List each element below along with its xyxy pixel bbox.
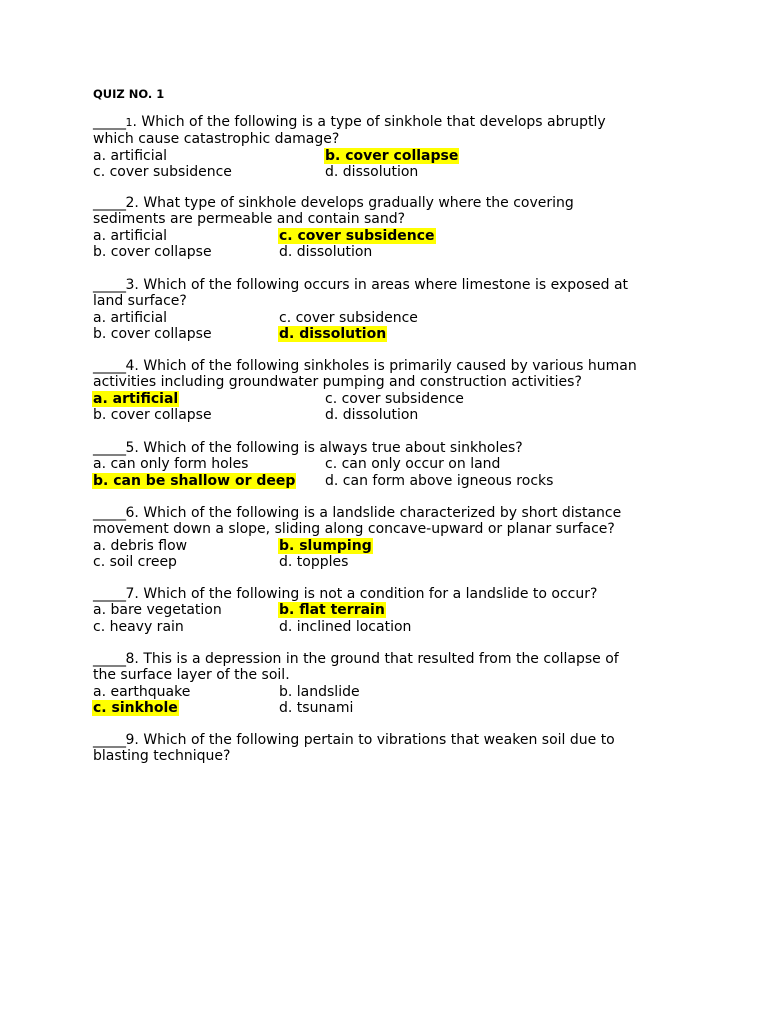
answer-option [279, 244, 713, 260]
answer-option [325, 473, 713, 489]
answer-option [93, 602, 279, 618]
option-grid [93, 538, 713, 571]
question-7 [93, 586, 713, 635]
option-text: d. can form above igneous rocks [325, 472, 554, 489]
question-text: . Which of the following occurs in areas where limestone is exposed at [134, 277, 629, 293]
answer-option [325, 407, 713, 423]
question-2 [93, 195, 713, 260]
option-grid [93, 391, 713, 424]
option-text: c. cover subsidence [325, 390, 464, 407]
question-text: . Which of the following sinkholes is primarily caused by various human [134, 358, 637, 374]
answer-option-highlighted [93, 391, 325, 407]
answer-option [93, 164, 325, 180]
option-text: c. cover subsidence [279, 309, 418, 326]
question-stem [93, 651, 713, 667]
question-stem [93, 114, 713, 131]
question-stem [93, 195, 713, 211]
question-number: 8 [125, 651, 135, 667]
option-text: b. cover collapse [93, 243, 212, 260]
question-text: . This is a depression in the ground that resulted from the collapse of [134, 651, 619, 667]
option-grid [93, 310, 713, 343]
question-stem-continued: land surface? [93, 293, 187, 310]
answer-blank: _____ [93, 505, 126, 521]
option-text: b. can be shallow or deep [93, 472, 296, 489]
answer-option [93, 326, 279, 342]
answer-option [93, 407, 325, 423]
question-number: 1 [125, 116, 133, 129]
question-stem [93, 358, 713, 374]
question-stem-continued: sediments are permeable and contain sand? [93, 211, 406, 228]
question-text: . Which of the following is a landslide characterized by short distance [134, 505, 622, 521]
option-text: d. dissolution [325, 406, 419, 423]
question-stem [93, 277, 713, 293]
option-text: a. bare vegetation [93, 602, 222, 619]
option-text: a. artificial [93, 227, 168, 244]
question-stem [93, 440, 713, 456]
answer-blank: _____ [93, 114, 126, 130]
answer-option-highlighted [279, 538, 713, 554]
answer-option [93, 244, 279, 260]
question-stem-continued: the surface layer of the soil. [93, 667, 290, 684]
question-number: 6 [125, 505, 135, 521]
option-text: c. heavy rain [93, 618, 184, 635]
answer-option-highlighted [279, 326, 713, 342]
option-text: d. dissolution [279, 325, 387, 342]
question-stem-continued: which cause catastrophic damage? [93, 131, 340, 148]
option-text: b. landslide [279, 683, 360, 700]
question-text: . Which of the following is not a condition for a landslide to occur? [134, 586, 598, 602]
option-text: d. topples [279, 553, 349, 570]
answer-option [279, 310, 713, 326]
answer-option [279, 554, 713, 570]
question-text: . Which of the following pertain to vibrations that weaken soil due to [134, 732, 615, 748]
answer-option [325, 391, 713, 407]
option-text: c. can only occur on land [325, 456, 501, 473]
option-text: a. artificial [93, 390, 179, 407]
question-number: 5 [125, 440, 135, 456]
answer-blank: _____ [93, 358, 126, 374]
question-6 [93, 505, 713, 570]
question-stem [93, 732, 713, 748]
question-3 [93, 277, 713, 342]
option-text: b. flat terrain [279, 602, 385, 619]
question-stem-continued: movement down a slope, sliding along concave-upward or planar surface? [93, 521, 615, 538]
answer-option [279, 619, 713, 635]
option-text: a. can only form holes [93, 456, 249, 473]
option-text: d. dissolution [325, 163, 419, 180]
answer-option [93, 148, 325, 164]
answer-option [93, 456, 325, 472]
answer-option [93, 228, 279, 244]
option-grid [93, 684, 713, 717]
answer-blank: _____ [93, 195, 126, 211]
question-4 [93, 358, 713, 423]
answer-blank: _____ [93, 277, 126, 293]
answer-blank: _____ [93, 732, 126, 748]
question-stem-continued: blasting technique? [93, 748, 231, 765]
answer-option-highlighted [279, 602, 713, 618]
question-9 [93, 732, 713, 765]
option-text: b. cover collapse [93, 406, 212, 423]
answer-option [325, 164, 713, 180]
question-number: 9 [125, 732, 135, 748]
answer-option-highlighted [325, 148, 713, 164]
option-text: a. artificial [93, 147, 168, 164]
question-stem-continued: activities including groundwater pumping and construction activities? [93, 374, 582, 391]
answer-option [93, 684, 279, 700]
answer-option-highlighted [93, 473, 325, 489]
question-5 [93, 440, 713, 489]
option-text: c. cover subsidence [279, 227, 435, 244]
question-number: 4 [125, 358, 135, 374]
question-text: . Which of the following is always true about sinkholes? [134, 440, 523, 456]
option-text: b. cover collapse [325, 147, 459, 164]
answer-option [279, 700, 713, 716]
answer-option [93, 538, 279, 554]
option-text: c. sinkhole [93, 699, 178, 716]
option-grid [93, 148, 713, 181]
question-1 [93, 114, 713, 180]
option-text: a. earthquake [93, 683, 191, 700]
answer-option-highlighted [93, 700, 279, 716]
question-number: 7 [125, 586, 135, 602]
question-stem [93, 505, 713, 521]
answer-option [93, 310, 279, 326]
option-text: d. tsunami [279, 699, 354, 716]
option-text: b. slumping [279, 537, 372, 554]
question-number: 2 [125, 195, 135, 211]
answer-option [279, 684, 713, 700]
answer-blank: _____ [93, 651, 126, 667]
answer-blank: _____ [93, 586, 126, 602]
answer-option [93, 619, 279, 635]
option-grid [93, 602, 713, 635]
answer-option-highlighted [279, 228, 713, 244]
option-grid [93, 228, 713, 261]
option-text: c. cover subsidence [93, 163, 232, 180]
answer-blank: _____ [93, 440, 126, 456]
question-stem [93, 586, 713, 602]
answer-option [93, 554, 279, 570]
option-text: d. dissolution [279, 243, 373, 260]
page-title: QUIZ NO. 1 [93, 87, 165, 101]
question-number: 3 [125, 277, 135, 293]
answer-option [325, 456, 713, 472]
option-text: b. cover collapse [93, 325, 212, 342]
question-text: . Which of the following is a type of sinkhole that develops abruptly [132, 114, 606, 130]
option-text: d. inclined location [279, 618, 412, 635]
option-text: a. artificial [93, 309, 168, 326]
question-text: . What type of sinkhole develops gradually where the covering [134, 195, 574, 211]
option-grid [93, 456, 713, 489]
question-8 [93, 651, 713, 716]
option-text: a. debris flow [93, 537, 188, 554]
option-text: c. soil creep [93, 553, 177, 570]
